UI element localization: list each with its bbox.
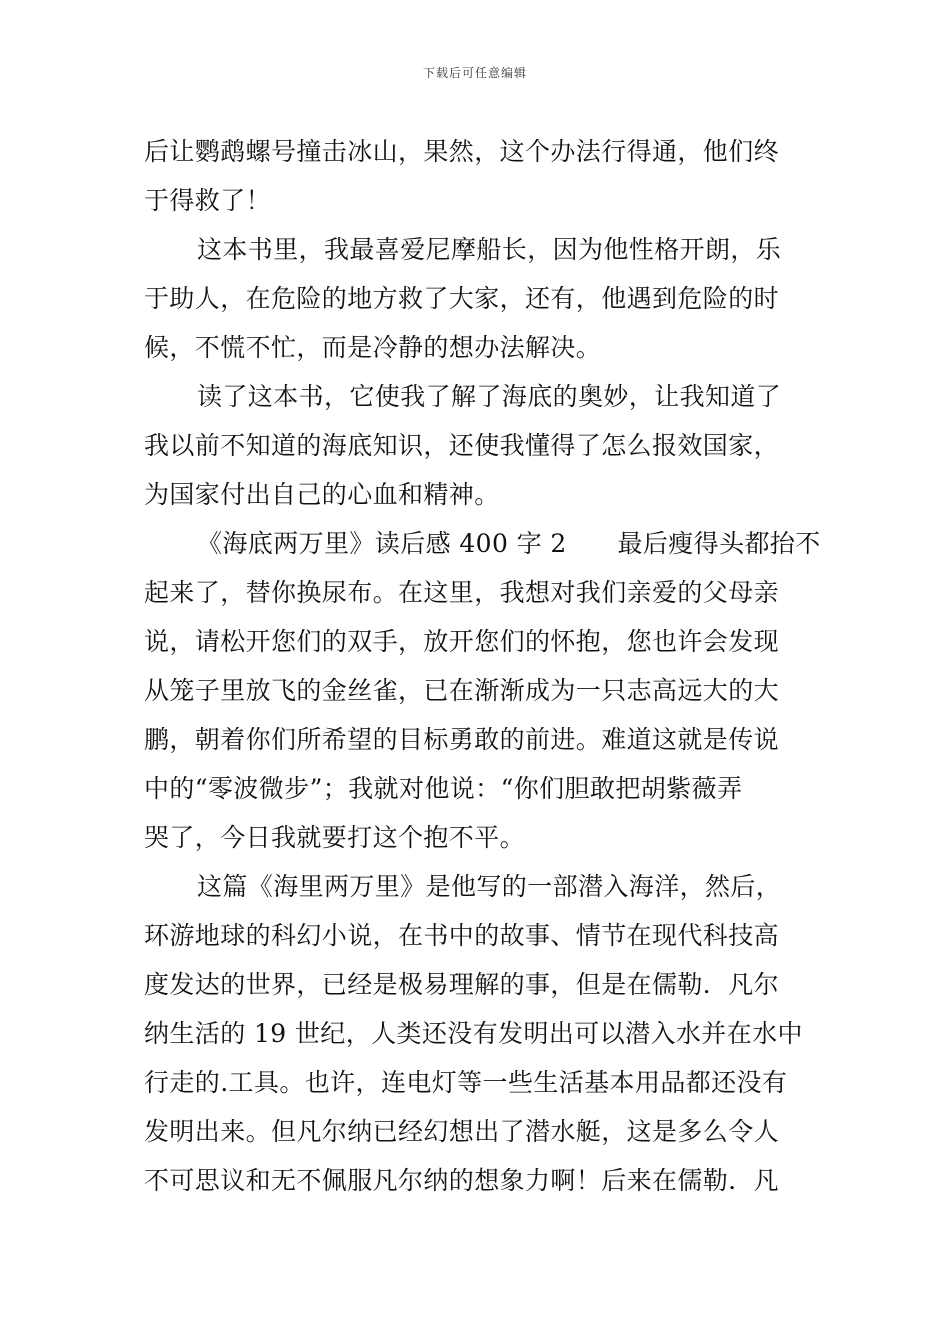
text-line: 鹏，朝着你们所希望的目标勇敢的前进。难道这就是传说 bbox=[144, 725, 780, 754]
text-line: 我以前不知道的海底知识，还使我懂得了怎么报效国家， bbox=[144, 431, 780, 460]
text-line: 哭了，今日我就要打这个抱不平。 bbox=[144, 823, 526, 852]
text-line: 中的“零波微步”；我就对他说：“你们胆敢把胡紫薇弄 bbox=[144, 774, 743, 803]
text-line: 不可思议和无不佩服凡尔纳的想象力啊！后来在儒勒．凡 bbox=[144, 1166, 780, 1195]
text-line: 于助人，在危险的地方救了大家，还有，他遇到危险的时 bbox=[144, 284, 780, 313]
text-line: 发明出来。但凡尔纳已经幻想出了潜水艇，这是多么令人 bbox=[144, 1117, 780, 1146]
text-line: 环游地球的科幻小说，在书中的故事、情节在现代科技高 bbox=[144, 921, 780, 950]
text-line: 从笼子里放飞的金丝雀，已在渐渐成为一只志高远大的大 bbox=[144, 676, 780, 705]
text-line: 后让鹦鹉螺号撞击冰山，果然，这个办法行得通，他们终 bbox=[144, 137, 780, 166]
text-line: 候，不慌不忙，而是冷静的想办法解决。 bbox=[144, 333, 602, 362]
text-line: 于得救了！ bbox=[144, 186, 272, 215]
text-line: 读了这本书，它使我了解了海底的奥妙，让我知道了 bbox=[197, 382, 782, 411]
document-body bbox=[144, 127, 821, 1205]
text-line: 纳生活的 19 世纪，人类还没有发明出可以潜入水并在水中 bbox=[144, 1019, 803, 1048]
text-line: 起来了，替你换尿布。在这里，我想对我们亲爱的父母亲 bbox=[144, 578, 780, 607]
text-line: 《海底两万里》读后感 400 字 2 最后瘦得头都抬不 bbox=[197, 529, 821, 558]
text-line: 这篇《海里两万里》是他写的一部潜入海洋，然后， bbox=[197, 872, 782, 901]
text-line: 为国家付出自己的心血和精神。 bbox=[144, 480, 500, 509]
text-line: 行走的.工具。也许，连电灯等一些生活基本用品都还没有 bbox=[144, 1068, 788, 1097]
text-line: 度发达的世界，已经是极易理解的事，但是在儒勒．凡尔 bbox=[144, 970, 780, 999]
text-line: 说，请松开您们的双手，放开您们的怀抱，您也许会发现 bbox=[144, 627, 780, 656]
page-header: 下载后可任意编辑 bbox=[422, 66, 527, 80]
text-line: 这本书里，我最喜爱尼摩船长，因为他性格开朗，乐 bbox=[197, 235, 782, 264]
